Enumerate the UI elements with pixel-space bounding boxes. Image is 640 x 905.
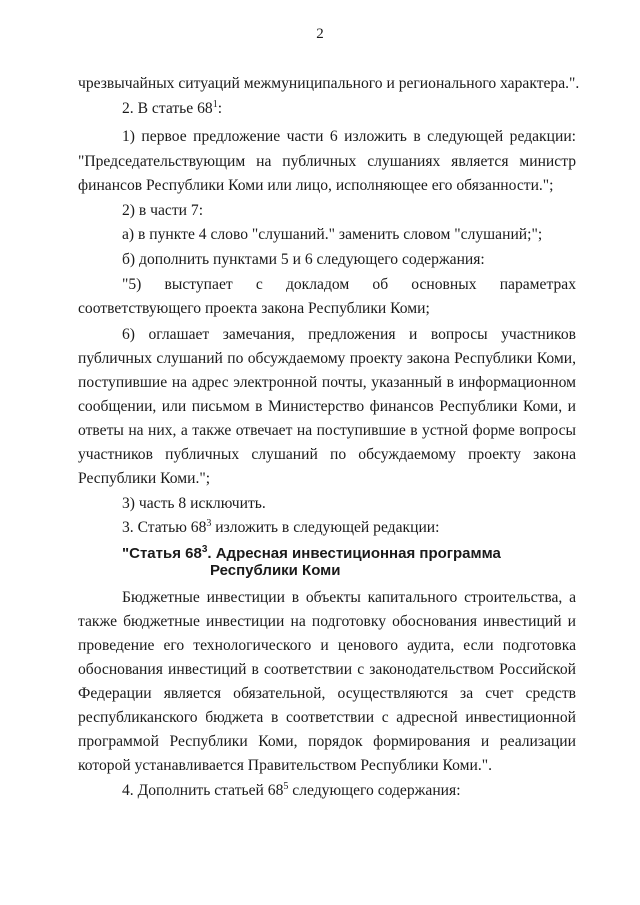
text-line: республиканского бюджета в соответствии с адресной инвестиционной: [78, 709, 576, 726]
text-line: чрезвычайных ситуаций межмуниципального и регионального характера.".: [78, 75, 580, 92]
page-number: 2: [316, 26, 324, 42]
text-line: соответствующего проекта закона Республики Коми;: [78, 300, 430, 317]
text-line: Федерации является обязательной, осуществляются за счет средств: [78, 685, 576, 702]
text-line: финансов Республики Коми или лицо, исполняющее его обязанности.";: [78, 177, 554, 194]
item-heading: 2. В статье $68^1$:: [122, 99, 223, 117]
text-line: "Председательствующим на публичных слушаниях является министр: [78, 153, 576, 170]
text-line: поступившие на адрес электронной почты, указанный в информационном: [78, 374, 576, 391]
text-line: Республики Коми.";: [78, 470, 211, 487]
text-line: б) дополнить пунктами 5 и 6 следующего содержания:: [122, 251, 485, 268]
text-line: 2) в части 7:: [122, 202, 204, 219]
text-line: а) в пункте 4 слово "слушаний." заменить словом "слушаний;";: [122, 226, 543, 243]
text-line: обоснования инвестиций в соответствии с законодательством Российской: [78, 661, 576, 678]
text-line: Бюджетные инвестиции в объекты капитального строительства, а: [122, 589, 576, 606]
text-line: "5) выступает с докладом об основных параметрах: [122, 276, 576, 293]
text-line: ответы на них, а также отвечает на поступившие в устной форме вопросы: [78, 422, 576, 439]
text-line: 3) часть 8 исключить.: [122, 495, 266, 512]
item-heading: 4. Дополнить статьей $68^5$ следующего содержания:: [122, 781, 461, 799]
article-heading-line-2: Республики Коми: [210, 562, 341, 579]
text-line: проведение его технологического и ценового аудита, если подготовка: [78, 637, 576, 654]
text-line: которой устанавливается Правительством Республики Коми.".: [78, 757, 493, 774]
text-line: участников публичных слушаний по обсуждаемому проекту закона: [78, 446, 576, 463]
text-line: 1) первое предложение части 6 изложить в следующей редакции:: [122, 128, 576, 145]
text-line: публичных слушаний по обсуждаемому проекту закона Республики Коми,: [78, 350, 576, 367]
article-heading: "Статья $68^3$. Адресная инвестиционная программа: [122, 544, 501, 562]
item-heading: 3. Статью $68^3$ изложить в следующей редакции:: [122, 518, 440, 536]
text-line: 6) оглашает замечания, предложения и вопросы участников: [122, 326, 576, 343]
text-line: сообщении, или письмом в Министерство финансов Республики Коми, и: [78, 398, 576, 415]
text-line: также бюджетные инвестиции на подготовку обоснования инвестиций и: [78, 613, 576, 630]
text-line: программой Республики Коми, порядок формирования и реализации: [78, 733, 576, 750]
